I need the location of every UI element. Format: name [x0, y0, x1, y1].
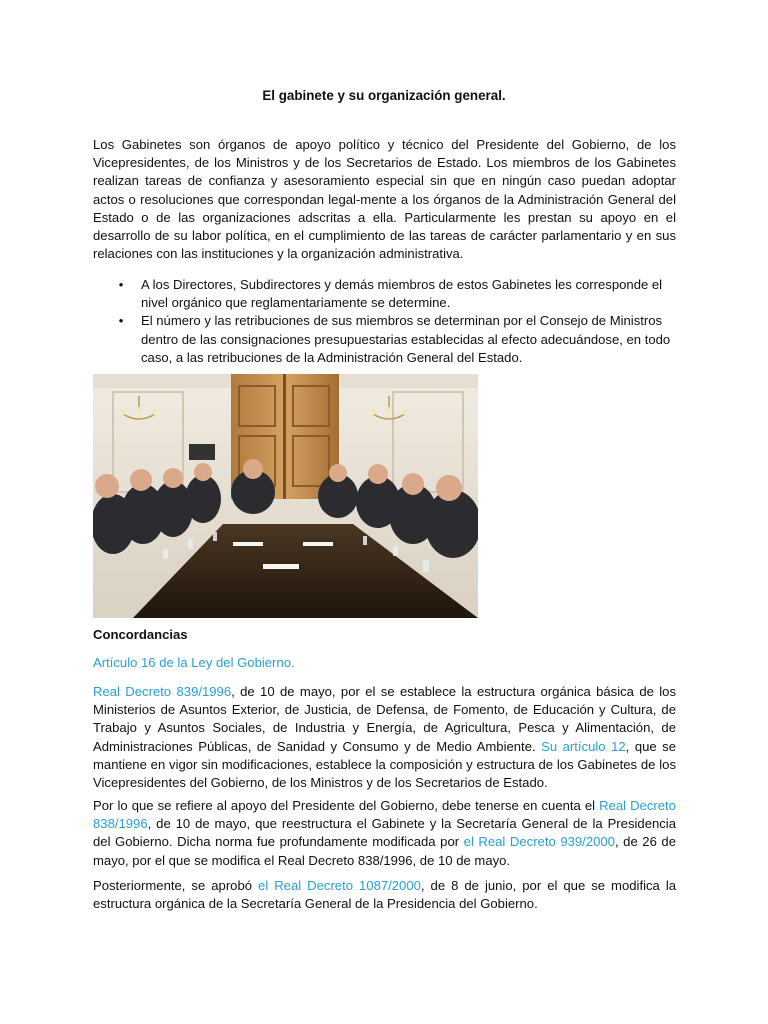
- real-decreto-839-paragraph: [93, 683, 676, 792]
- bullet-icon: •: [118, 313, 124, 329]
- posteriormente-paragraph: [93, 877, 676, 913]
- concordancias-heading: Concordancias: [93, 627, 188, 642]
- paragraph-text: , de 8 de junio, por el que se modifica la estructura orgánica de la Secretaría General de la Presidencia del Gobierno.: [93, 878, 677, 912]
- paragraph-text: Posteriormente, se aprobó: [93, 878, 259, 893]
- paragraph-text: , que se mantiene en vigor sin modificaciones, establece la composición y estructura de los Gabinetes de los Vicepresidentes del Gobierno, de los Ministros y de los Secretarios de Estado.: [93, 738, 677, 791]
- paragraph-text: , de 10 de mayo, que reestructura el Gabinete y la Secretaría General de la Presidencia del Gobierno. Dicha norma fue profundamente modificada por: [93, 816, 676, 850]
- bullet-icon: •: [118, 277, 124, 292]
- presidente-paragraph: [93, 797, 676, 870]
- paragraph-text: , de 26 de mayo, por el que se modifica el Real Decreto 838/1996, de 10 de mayo.: [93, 834, 676, 868]
- real-decreto-839-link[interactable]: Real Decreto 839/1996: [93, 684, 232, 699]
- bullet-item: [93, 312, 676, 367]
- paragraph-text: Por lo que se refiere al apoyo del Presidente del Gobierno, debe tenerse en cuenta el: [93, 798, 600, 813]
- bullet-list: [93, 276, 676, 367]
- bullet-item: [93, 276, 676, 312]
- articulo-12-link[interactable]: Su artículo 12: [541, 738, 626, 754]
- real-decreto-1087-link[interactable]: el Real Decreto 1087/2000: [258, 878, 421, 893]
- document-title: El gabinete y su organización general.: [262, 88, 506, 103]
- articulo-16-link[interactable]: Artículo 16 de la Ley del Gobierno.: [93, 655, 295, 670]
- cabinet-meeting-photo: [93, 374, 478, 618]
- real-decreto-838-link[interactable]: Real Decreto 838/1996: [93, 798, 676, 832]
- bullet-text: El número y las retribuciones de sus miembros se determinan por el Consejo de Ministros dentro de las consignaciones presupuestarias establecidas al efecto adecuándose, en todo caso, a las retribuciones de la Administración General del Estado.: [141, 313, 671, 365]
- real-decreto-939-link[interactable]: el Real Decreto 939/2000: [463, 834, 615, 850]
- bullet-text: A los Directores, Subdirectores y demás miembros de estos Gabinetes les corresponde el nivel orgánico que reglamentariamente se determine.: [141, 277, 663, 311]
- paragraph-text: , de 10 de mayo, por el se establece la estructura orgánica básica de los Ministerios de Asuntos Exterior, de Justicia, de Defensa, de Fomento, de Educación y Cultura, de Trabajo y Asuntos Sociales, de Industria y Energía, de Agricultura, Pesca y Alimentación, de Administraciones Públicas, de Sanidad y Consumo y de Medio Ambiente.: [93, 684, 676, 754]
- intro-paragraph: Los Gabinetes son órganos de apoyo político y técnico del Presidente del Gobierno, de los Vicepresidentes, de los Ministros y de los Secretarios de Estado. Los miembros de los Gabinetes realizan tareas de confianza y asesoramiento especial sin que en ningún caso puedan adoptar actos o resoluciones que correspondan legal-mente a los órganos de la Administración General del Estado o de las organizaciones adscritas a ella. Particularmente les prestan su apoyo en el desarrollo de su labor política, en el cumplimiento de las tareas de carácter parlamentario y en sus relaciones con las instituciones y la organización administrativa.: [93, 137, 676, 262]
